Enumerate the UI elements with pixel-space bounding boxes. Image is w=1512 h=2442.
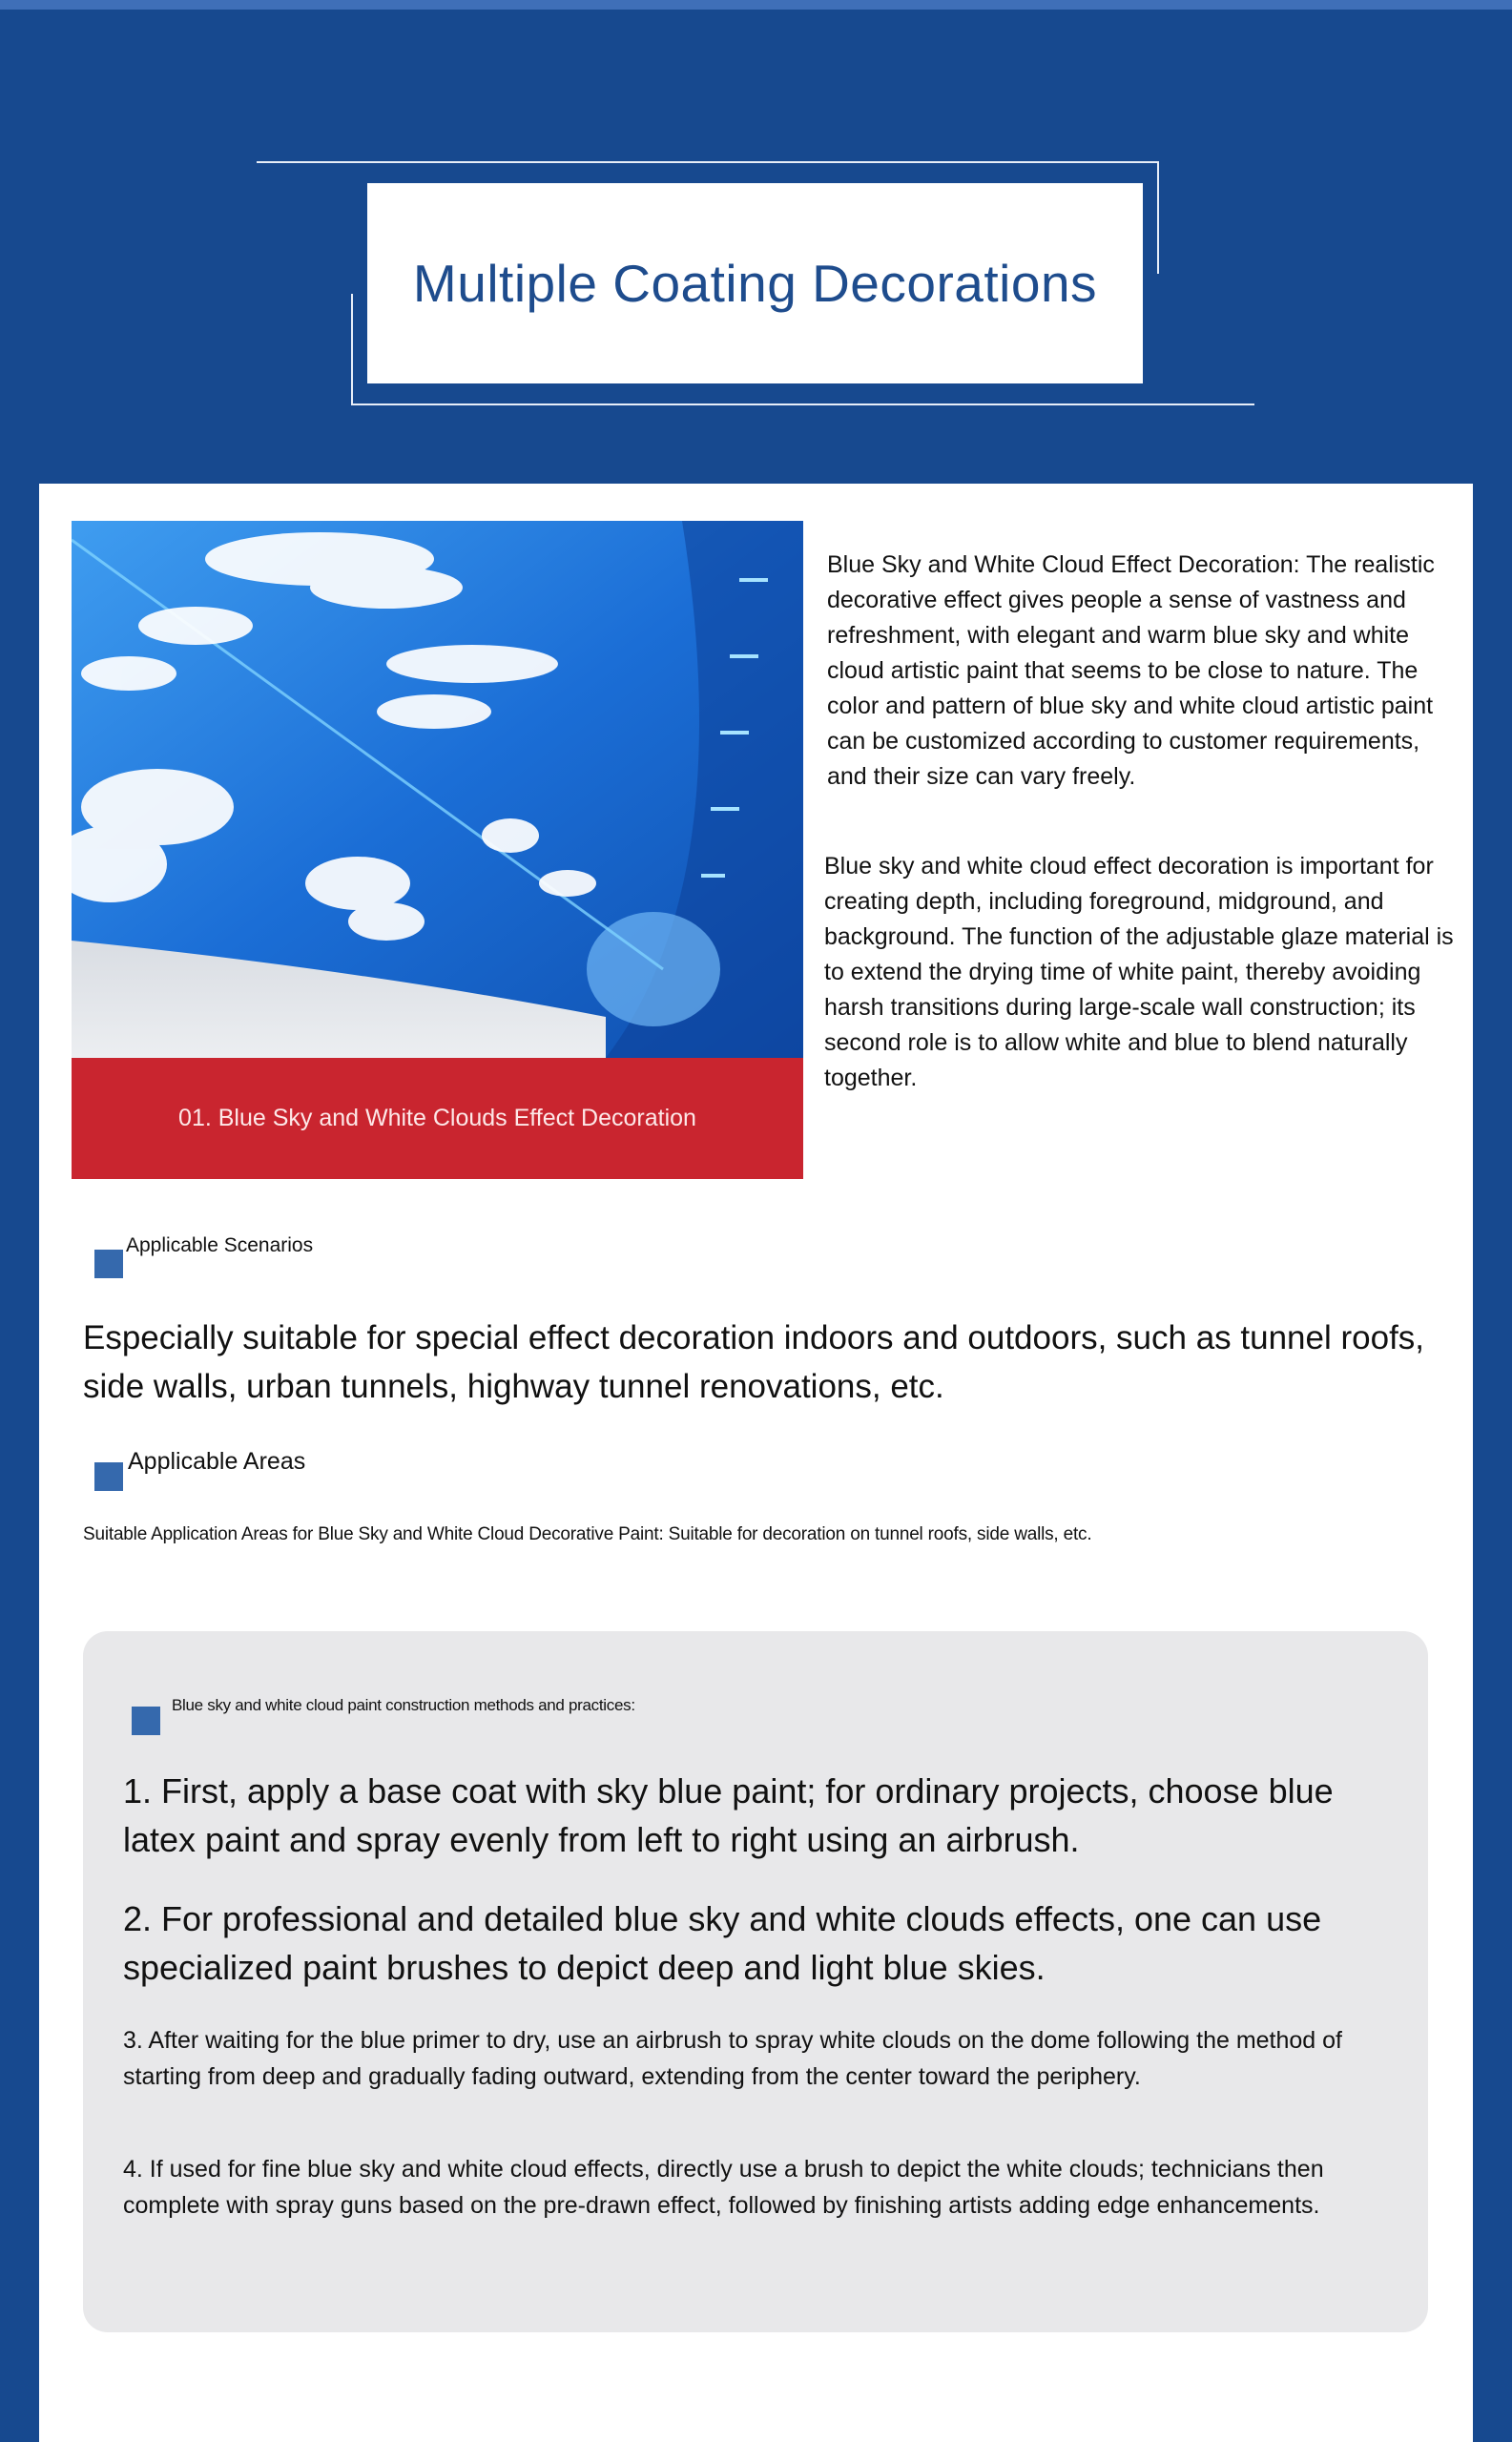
title-frame-line-left	[351, 294, 353, 405]
description-paragraph-1: Blue Sky and White Cloud Effect Decoration: The realistic decorative effect gives people a sense of vastness and refreshment, with elegant and warm blue sky and white cloud artistic paint that seems to be close to nature. The color and pattern of blue sky and white cloud artistic paint can be customized according to customer requirements, and their size can vary freely.	[827, 551, 1435, 790]
square-bullet-icon	[94, 1462, 123, 1491]
hero-caption	[72, 1058, 803, 1179]
method-step: 3. After waiting for the blue primer to dry, use an airbrush to spray white clouds on the dome following the method of starting from deep and gradually fading outward, extending from the center toward the periphery.	[123, 2027, 1343, 2090]
scenarios-heading: Applicable Scenarios	[126, 1234, 314, 1256]
method-step: 1. First, apply a base coat with sky blue paint; for ordinary projects, choose blue latex paint and spray evenly from left to right using an airbrush.	[123, 1771, 1334, 1859]
methods-heading: Blue sky and white cloud paint construction methods and practices:	[172, 1696, 635, 1714]
method-step: 4. If used for fine blue sky and white cloud effects, directly use a brush to depict the white clouds; technicians then complete with spray guns based on the pre-drawn effect, followed by finishing artists adding edge enhancements.	[123, 2156, 1324, 2219]
description-paragraph-2: Blue sky and white cloud effect decoration is important for creating depth, including foreground, midground, and background. The function of the adjustable glaze material is to extend the drying time of white paint, thereby avoiding harsh transitions during large-scale wall construction; its second role is to allow white and blue to blend naturally together.	[824, 853, 1454, 1091]
title-box	[367, 183, 1143, 383]
areas-heading: Applicable Areas	[128, 1448, 306, 1475]
scenarios-text: Especially suitable for special effect decoration indoors and outdoors, such as tunnel roofs, side walls, urban tunnels, highway tunnel renovations, etc.	[83, 1319, 1425, 1405]
hero-caption-text: 01. Blue Sky and White Clouds Effect Decoration	[178, 1105, 696, 1131]
top-strip	[0, 0, 1512, 10]
title-frame-line-right	[1157, 161, 1159, 274]
areas-text: Suitable Application Areas for Blue Sky and White Cloud Decorative Paint: Suitable for decoration on tunnel roofs, side walls, etc.	[83, 1524, 1092, 1544]
page-title: Multiple Coating Decorations	[412, 254, 1098, 313]
tunnel-sky-illustration	[72, 521, 803, 1058]
hero-image	[72, 521, 803, 1179]
square-bullet-icon	[94, 1250, 123, 1278]
title-frame-line-bottom	[351, 404, 1254, 405]
title-frame-line-top	[257, 161, 1159, 163]
square-bullet-icon	[132, 1707, 160, 1735]
method-step: 2. For professional and detailed blue sky and white clouds effects, one can use specialized paint brushes to depict deep and light blue skies.	[123, 1899, 1322, 1987]
